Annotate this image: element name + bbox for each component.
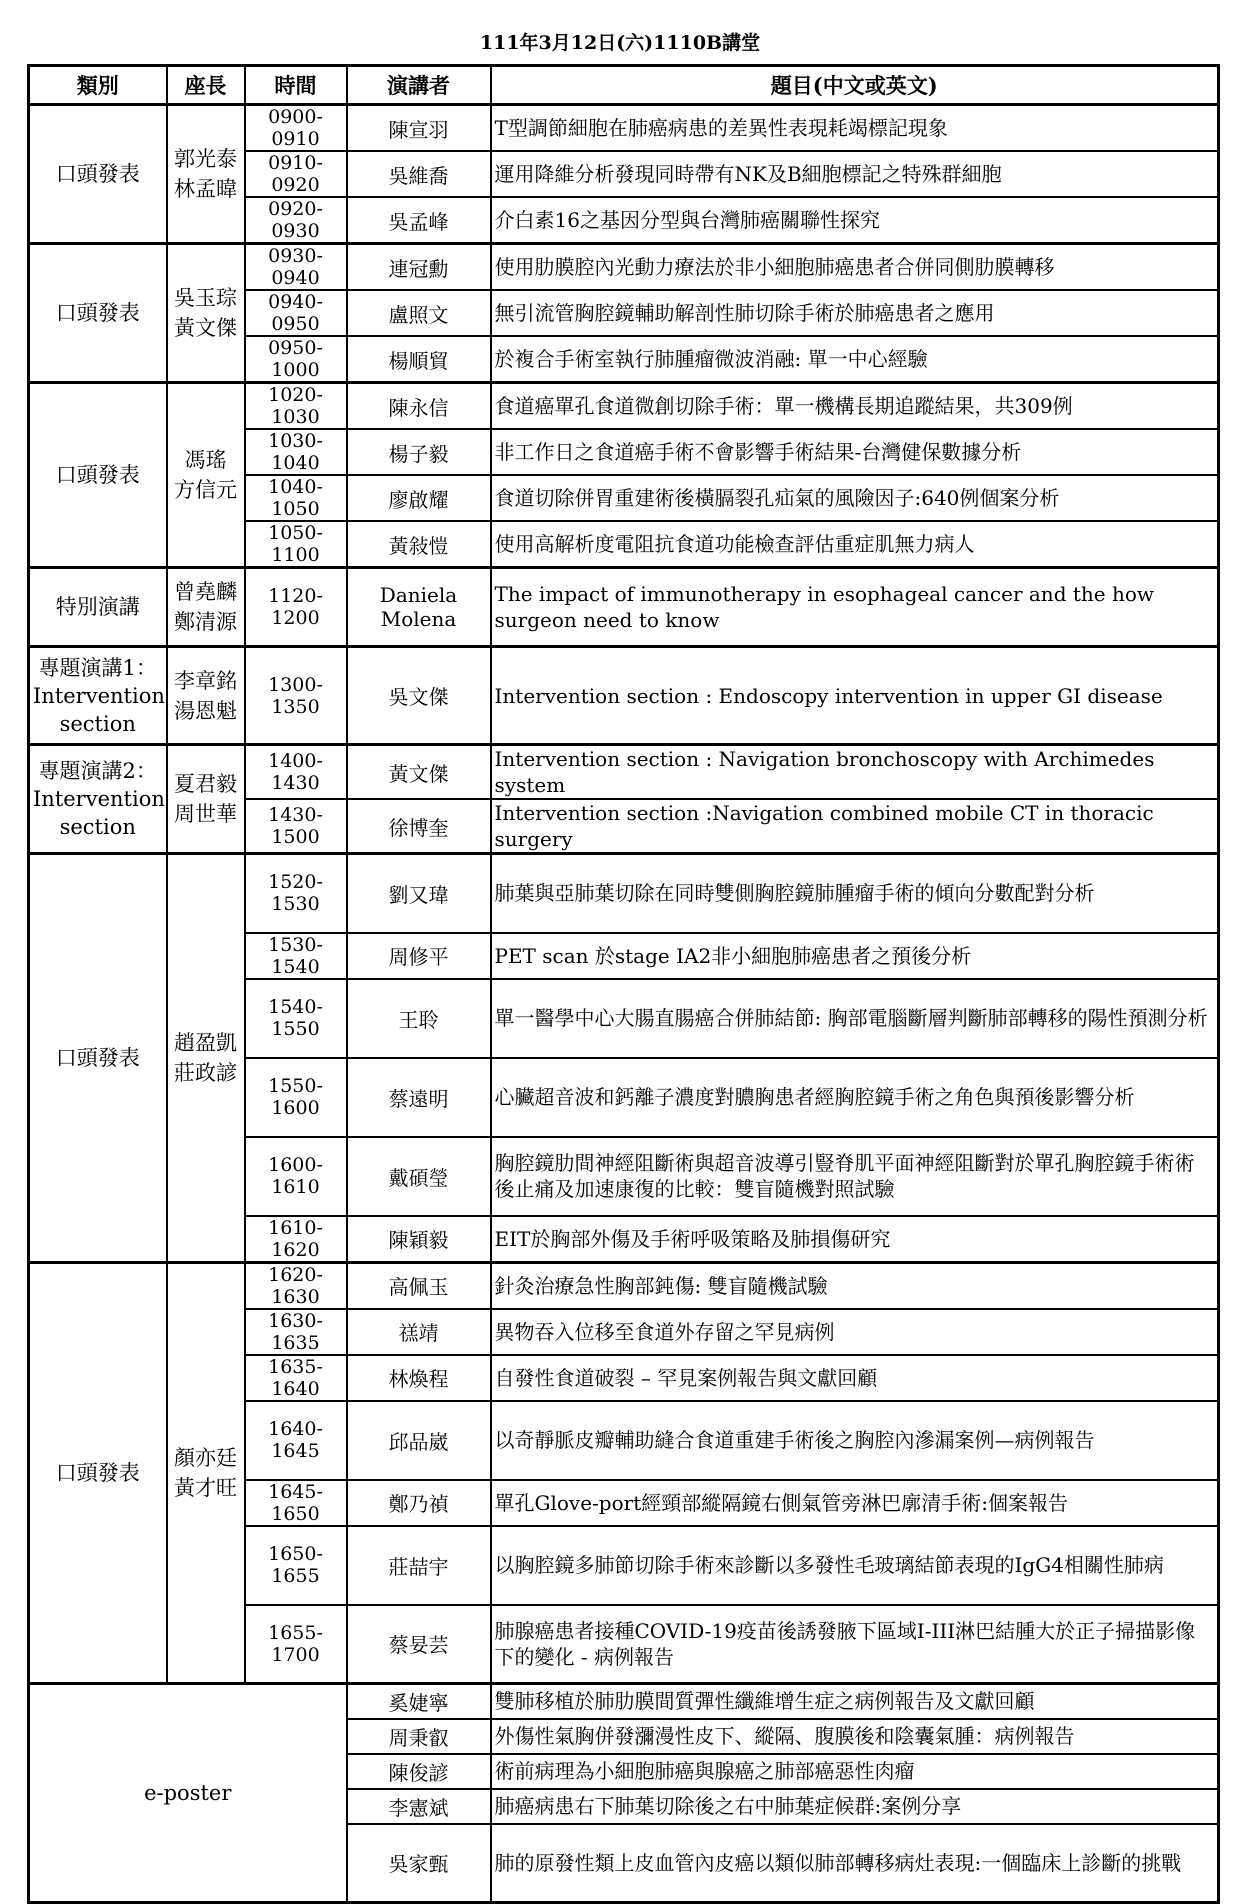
- chair-name: 林孟暐: [174, 177, 237, 201]
- chair-name: 郭光泰: [174, 147, 237, 171]
- speaker-cell: 王聆: [347, 979, 491, 1058]
- time-cell: 1635-1640: [245, 1355, 347, 1401]
- topic-cell: 非工作日之食道癌手術不會影響手術結果-台灣健保數據分析: [491, 429, 1219, 475]
- speaker-cell: 周修平: [347, 933, 491, 979]
- header-row: [29, 66, 1219, 105]
- chair-name: 吳玉琮: [174, 286, 237, 310]
- time-cell: 1645-1650: [245, 1480, 347, 1526]
- topic-cell: 單一醫學中心大腸直腸癌合併肺結節: 胸部電腦斷層判斷肺部轉移的陽性預測分析: [491, 979, 1219, 1058]
- time-cell: 0920-0930: [245, 197, 347, 244]
- category-cell: 特別演講: [29, 568, 167, 647]
- chair-cell: [167, 1262, 245, 1684]
- eposter-label: e-poster: [29, 1684, 347, 1903]
- chair-cell: [167, 383, 245, 568]
- speaker-cell: 蔡妟芸: [347, 1605, 491, 1684]
- chair-name: 曾堯麟: [174, 580, 237, 604]
- chair-cell: [167, 647, 245, 745]
- speaker-cell: 戴碩瑩: [347, 1137, 491, 1216]
- time-cell: 1630-1635: [245, 1309, 347, 1355]
- topic-cell: 食道癌單孔食道微創切除手術：單一機構長期追蹤結果，共309例: [491, 383, 1219, 430]
- category-cell: 專題演講2：Intervention section: [29, 745, 167, 854]
- time-cell: 1120-1200: [245, 568, 347, 647]
- chair-name: 黃文傑: [174, 316, 237, 340]
- topic-cell: 無引流管胸腔鏡輔助解剖性肺切除手術於肺癌患者之應用: [491, 290, 1219, 336]
- speaker-cell: 陳穎毅: [347, 1216, 491, 1263]
- topic-cell: 雙肺移植於肺肋膜間質彈性纖維增生症之病例報告及文獻回顧: [491, 1684, 1219, 1719]
- speaker-cell: 陳永信: [347, 383, 491, 430]
- speaker-cell: 邱品崴: [347, 1401, 491, 1480]
- topic-cell: 外傷性氣胸併發瀰漫性皮下、縱隔、腹膜後和陰囊氣腫：病例報告: [491, 1719, 1219, 1754]
- header-chair: 座長: [167, 66, 245, 105]
- topic-cell: 介白素16之基因分型與台灣肺癌關聯性探究: [491, 197, 1219, 244]
- time-cell: 1040-1050: [245, 475, 347, 521]
- chair-name: 李章銘: [174, 668, 237, 693]
- speaker-cell: Daniela Molena: [347, 568, 491, 647]
- time-cell: 1430-1500: [245, 799, 347, 854]
- schedule-table: [27, 64, 1220, 1904]
- speaker-cell: 奚婕寧: [347, 1684, 491, 1719]
- speaker-cell: 吳孟峰: [347, 197, 491, 244]
- topic-cell: 於複合手術室執行肺腫瘤微波消融: 單一中心經驗: [491, 336, 1219, 383]
- speaker-cell: 陳俊諺: [347, 1754, 491, 1789]
- topic-cell: The impact of immunotherapy in esophageal cancer and the how surgeon need to know: [491, 568, 1219, 647]
- time-cell: 1655-1700: [245, 1605, 347, 1684]
- chair-cell: [167, 854, 245, 1263]
- category-cell: 口頭發表: [29, 244, 167, 383]
- time-cell: 1550-1600: [245, 1058, 347, 1137]
- chair-name: 趙盈凱: [174, 1030, 237, 1055]
- topic-cell: 食道切除併胃重建術後橫膈裂孔疝氣的風險因子:640例個案分析: [491, 475, 1219, 521]
- chair-cell: [167, 568, 245, 647]
- topic-cell: 肺癌病患右下肺葉切除後之右中肺葉症候群:案例分享: [491, 1789, 1219, 1824]
- topic-cell: 異物吞入位移至食道外存留之罕見病例: [491, 1309, 1219, 1355]
- topic-cell: 胸腔鏡肋間神經阻斷術與超音波導引豎脊肌平面神經阻斷對於單孔胸腔鏡手術術後止痛及加速康復的比較：雙盲隨機對照試驗: [491, 1137, 1219, 1216]
- speaker-cell: 盧照文: [347, 290, 491, 336]
- topic-cell: 肺葉與亞肺葉切除在同時雙側胸腔鏡肺腫瘤手術的傾向分數配對分析: [491, 854, 1219, 933]
- topic-cell: 術前病理為小細胞肺癌與腺癌之肺部癌惡性肉瘤: [491, 1754, 1219, 1789]
- topic-cell: 以奇靜脈皮瓣輔助縫合食道重建手術後之胸腔內滲漏案例—病例報告: [491, 1401, 1219, 1480]
- category-cell: 口頭發表: [29, 105, 167, 244]
- topic-cell: PET scan 於stage IA2非小細胞肺癌患者之預後分析: [491, 933, 1219, 979]
- speaker-cell: 吳文傑: [347, 647, 491, 745]
- table-row: [29, 647, 1219, 745]
- topic-cell: Intervention section : Navigation bronchoscopy with Archimedes system: [491, 745, 1219, 800]
- topic-cell: Intervention section :Navigation combined mobile CT in thoracic surgery: [491, 799, 1219, 854]
- time-cell: 1620-1630: [245, 1262, 347, 1309]
- chair-name: 鄭清源: [174, 610, 237, 634]
- speaker-cell: 徐博奎: [347, 799, 491, 854]
- time-cell: 1600-1610: [245, 1137, 347, 1216]
- speaker-cell: 劉又瑋: [347, 854, 491, 933]
- topic-cell: 以胸腔鏡多肺節切除手術來診斷以多發性毛玻璃結節表現的IgG4相關性肺病: [491, 1526, 1219, 1605]
- chair-name: 馮瑤: [184, 448, 227, 472]
- table-row: [29, 745, 1219, 800]
- page-title: 111年3月12日(六)1110B講堂: [479, 32, 761, 54]
- category-cell: 口頭發表: [29, 854, 167, 1263]
- time-cell: 0950-1000: [245, 336, 347, 383]
- speaker-cell: 楊子毅: [347, 429, 491, 475]
- time-cell: 1610-1620: [245, 1216, 347, 1263]
- speaker-cell: 連冠勳: [347, 244, 491, 291]
- speaker-cell: 吳維喬: [347, 151, 491, 197]
- topic-cell: Intervention section : Endoscopy intervention in upper GI disease: [491, 647, 1219, 745]
- chair-name: 周世華: [174, 802, 237, 826]
- time-cell: 1530-1540: [245, 933, 347, 979]
- table-row: [29, 383, 1219, 430]
- speaker-cell: 吳家甄: [347, 1824, 491, 1903]
- speaker-cell: 李憲斌: [347, 1789, 491, 1824]
- header-time: 時間: [245, 66, 347, 105]
- topic-cell: 心臟超音波和鈣離子濃度對膿胸患者經胸腔鏡手術之角色與預後影響分析: [491, 1058, 1219, 1137]
- topic-cell: 肺腺癌患者接種COVID-19疫苗後誘發腋下區域I-III淋巴結腫大於正子掃描影像下的變化 - 病例報告: [491, 1605, 1219, 1684]
- topic-cell: 使用肋膜腔內光動力療法於非小細胞肺癌患者合併同側肋膜轉移: [491, 244, 1219, 291]
- topic-cell: 單孔Glove-port經頸部縱隔鏡右側氣管旁淋巴廓清手術:個案報告: [491, 1480, 1219, 1526]
- chair-name: 夏君毅: [174, 772, 237, 796]
- time-cell: 1050-1100: [245, 521, 347, 568]
- speaker-cell: 鄭乃禎: [347, 1480, 491, 1526]
- chair-cell: [167, 105, 245, 244]
- header-speaker: 演講者: [347, 66, 491, 105]
- time-cell: 1650-1655: [245, 1526, 347, 1605]
- chair-name: 莊政諺: [174, 1060, 237, 1085]
- table-row: [29, 1684, 1219, 1719]
- chair-name: 方信元: [174, 478, 237, 502]
- chair-name: 湯恩魁: [174, 698, 237, 723]
- topic-cell: 運用降維分析發現同時帶有NK及B細胞標記之特殊群細胞: [491, 151, 1219, 197]
- time-cell: 0930-0940: [245, 244, 347, 291]
- chair-cell: [167, 745, 245, 854]
- speaker-cell: 黃敍愷: [347, 521, 491, 568]
- topic-cell: 肺的原發性類上皮血管內皮癌以類似肺部轉移病灶表現:一個臨床上診斷的挑戰: [491, 1824, 1219, 1903]
- table-row: [29, 1262, 1219, 1309]
- speaker-cell: 莊喆宇: [347, 1526, 491, 1605]
- speaker-cell: 林煥程: [347, 1355, 491, 1401]
- time-cell: 1640-1645: [245, 1401, 347, 1480]
- chair-name: 黃才旺: [174, 1475, 237, 1500]
- topic-cell: EIT於胸部外傷及手術呼吸策略及肺損傷研究: [491, 1216, 1219, 1263]
- chair-cell: [167, 244, 245, 383]
- category-cell: 專題演講1：Intervention section: [29, 647, 167, 745]
- time-cell: 0940-0950: [245, 290, 347, 336]
- table-row: [29, 568, 1219, 647]
- time-cell: 1520-1530: [245, 854, 347, 933]
- topic-cell: T型調節細胞在肺癌病患的差異性表現耗竭標記現象: [491, 105, 1219, 152]
- time-cell: 1030-1040: [245, 429, 347, 475]
- speaker-cell: 高佩玉: [347, 1262, 491, 1309]
- table-row: [29, 105, 1219, 152]
- time-cell: 0900-0910: [245, 105, 347, 152]
- speaker-cell: 周秉叡: [347, 1719, 491, 1754]
- topic-cell: 自發性食道破裂 – 罕見案例報告與文獻回顧: [491, 1355, 1219, 1401]
- speaker-cell: 陳宣羽: [347, 105, 491, 152]
- time-cell: 0910-0920: [245, 151, 347, 197]
- table-row: [29, 854, 1219, 933]
- speaker-cell: 廖啟耀: [347, 475, 491, 521]
- time-cell: 1540-1550: [245, 979, 347, 1058]
- table-row: [29, 244, 1219, 291]
- header-category: 類別: [29, 66, 167, 105]
- category-cell: 口頭發表: [29, 1262, 167, 1684]
- topic-cell: 使用高解析度電阻抗食道功能檢查評估重症肌無力病人: [491, 521, 1219, 568]
- speaker-cell: 蔡遠明: [347, 1058, 491, 1137]
- time-cell: 1020-1030: [245, 383, 347, 430]
- chair-name: 顏亦廷: [174, 1445, 237, 1470]
- category-cell: 口頭發表: [29, 383, 167, 568]
- time-cell: 1400-1430: [245, 745, 347, 800]
- speaker-cell: 禚靖: [347, 1309, 491, 1355]
- time-cell: 1300-1350: [245, 647, 347, 745]
- header-topic: 題目(中文或英文): [491, 66, 1219, 105]
- speaker-cell: 黃文傑: [347, 745, 491, 800]
- speaker-cell: 楊順貿: [347, 336, 491, 383]
- topic-cell: 針灸治療急性胸部鈍傷: 雙盲隨機試驗: [491, 1262, 1219, 1309]
